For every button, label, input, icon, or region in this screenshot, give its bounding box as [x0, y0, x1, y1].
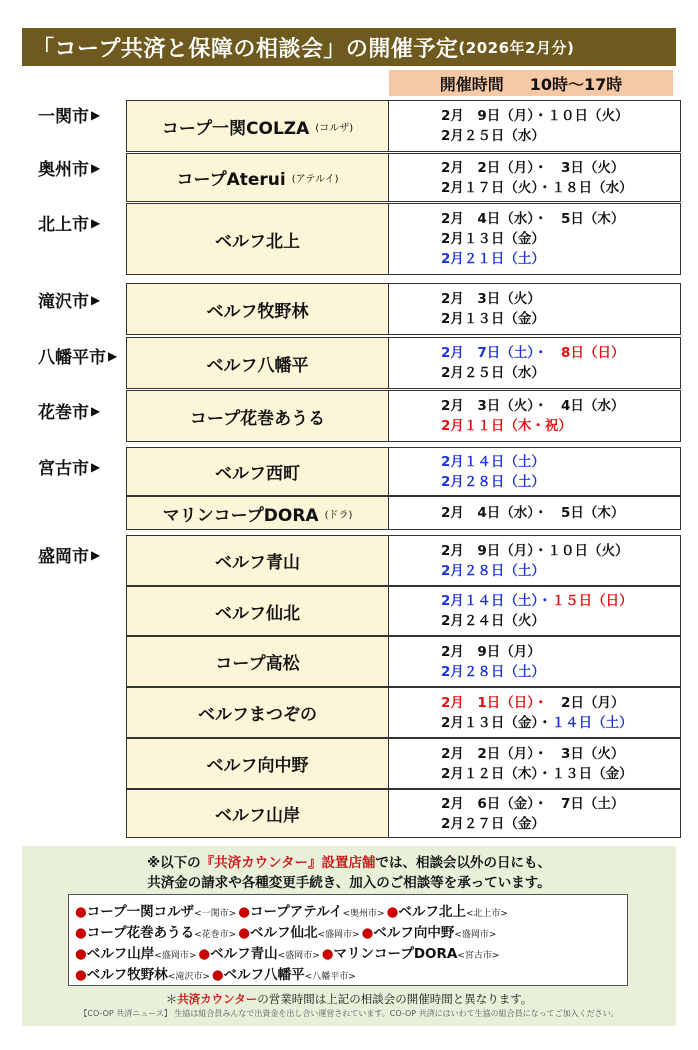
date-text: 2月 6日（金）・ 7日（土）	[441, 795, 625, 812]
bullet-dot-icon: ●	[198, 945, 211, 962]
dates-cell	[389, 687, 681, 738]
page-title	[22, 28, 676, 66]
date-text: 2月 9日（月）	[441, 643, 541, 660]
shop-line	[75, 920, 627, 941]
date-text: 2月２８日（土）	[441, 473, 545, 490]
triangle-right-icon: ▶	[91, 215, 101, 230]
city-label	[38, 343, 117, 368]
triangle-right-icon: ▶	[91, 547, 101, 562]
date-line	[441, 452, 680, 472]
city-name: 一関市	[38, 107, 89, 127]
date-text: 2月 9日（月）・１０日（火）	[441, 108, 629, 124]
store-name-cell	[126, 390, 389, 442]
date-line	[441, 249, 680, 269]
date-text: １５日（日）	[551, 593, 633, 609]
counter-footnote	[22, 992, 676, 1006]
store-name-cell	[126, 496, 389, 530]
bullet-dot-icon: ●	[75, 945, 87, 962]
schedule-row	[126, 153, 681, 202]
shop-name: ベルフ青山	[210, 945, 278, 962]
shop-area: <盛岡市>	[317, 929, 360, 940]
schedule-row	[126, 586, 681, 636]
date-text: 2月 3日（火）	[441, 291, 541, 307]
date-line	[441, 794, 680, 814]
schedule-row	[126, 390, 681, 442]
store-name-cell	[126, 447, 389, 496]
date-text: 2月１３日（金）	[441, 311, 545, 327]
triangle-right-icon: ▶	[91, 459, 101, 474]
shop-area: <盛岡市>	[154, 950, 197, 961]
city-name: 滝沢市	[38, 292, 89, 312]
shop-area: <八幡平市>	[304, 971, 356, 982]
date-text: 2月 4日（水）・ 5日（木）	[441, 211, 625, 227]
shop-name: マリンコープDORA	[333, 945, 458, 962]
date-text: 2月 7日（土）・	[441, 345, 548, 361]
footnote-mark: ＊	[165, 992, 178, 1006]
schedule-row	[126, 337, 681, 389]
hours-header	[389, 70, 673, 96]
date-text: 2月１１日（木・祝）	[441, 418, 572, 434]
date-line	[441, 662, 680, 682]
store-name: コープ花巻あうる	[189, 408, 326, 429]
counter-shop	[322, 942, 500, 962]
date-text: 2月２４日（火）	[441, 613, 545, 629]
store-reading: (アテルイ)	[291, 174, 339, 185]
notice-prefix: ※以下の	[146, 855, 201, 871]
store-name-cell	[126, 687, 389, 738]
date-line	[441, 209, 680, 229]
date-line	[441, 289, 680, 309]
dates-cell	[389, 283, 681, 335]
schedule-row	[126, 535, 681, 586]
date-line	[441, 229, 680, 249]
date-line	[441, 106, 680, 126]
store-name-cell	[126, 283, 389, 335]
city-label	[38, 287, 100, 312]
store-name-cell	[126, 738, 389, 789]
date-text: 2月２５日（水）	[441, 128, 545, 144]
bullet-dot-icon: ●	[238, 903, 250, 920]
date-line	[441, 309, 680, 329]
date-line	[441, 591, 680, 611]
store-name-cell	[126, 789, 389, 838]
city-name: 花巻市	[38, 403, 89, 423]
bullet-dot-icon: ●	[75, 903, 87, 920]
store-reading: (ドラ)	[324, 509, 353, 521]
city-label	[38, 102, 100, 127]
store-reading: (コルザ)	[315, 122, 354, 134]
store-name: ベルフ牧野林	[206, 301, 309, 322]
shop-name: ベルフ八幡平	[223, 966, 305, 983]
bullet-dot-icon: ●	[238, 924, 250, 941]
hours-label: 開催時間	[439, 74, 504, 94]
bullet-dot-icon: ●	[75, 924, 87, 941]
shop-line	[75, 899, 627, 920]
shop-name: ベルフ山岸	[86, 945, 155, 962]
dates-cell	[389, 535, 681, 586]
triangle-right-icon: ▶	[91, 292, 101, 307]
shop-name: ベルフ牧野林	[86, 966, 168, 983]
schedule-row	[126, 283, 681, 335]
counter-shop	[75, 900, 236, 920]
date-line	[441, 642, 680, 662]
date-line	[441, 472, 680, 492]
store-name-cell	[126, 586, 389, 636]
store-name-cell	[126, 153, 389, 202]
city-label	[38, 542, 100, 567]
date-text: 2月１２日（木）・１３日（金）	[441, 765, 633, 782]
bullet-dot-icon: ●	[386, 903, 399, 920]
footnote-highlight: 共済カウンター	[177, 992, 258, 1006]
schedule-row	[126, 100, 681, 152]
date-line	[441, 158, 680, 178]
city-label	[38, 155, 100, 180]
date-line	[441, 764, 680, 784]
date-text: 2月１３日（金）	[441, 231, 545, 247]
notice-line2: 共済金の請求や各種変更手続き、加入のご相談等を承っています。	[147, 875, 551, 891]
counter-info-box	[22, 846, 676, 1026]
dates-cell	[389, 636, 681, 687]
city-label	[38, 454, 100, 479]
date-text: 2月 4日（水）・ 5日（木）	[441, 505, 625, 521]
city-name: 北上市	[38, 215, 89, 235]
date-line	[441, 561, 680, 581]
shop-area: <宮古市>	[457, 950, 500, 961]
store-name: ベルフ向中野	[206, 756, 309, 776]
city-label	[38, 210, 100, 235]
date-text: 8日（日）	[547, 345, 625, 361]
store-name: ベルフ西町	[215, 464, 300, 484]
counter-shop	[198, 942, 319, 962]
store-name: ベルフ仙北	[215, 603, 300, 624]
store-name: ベルフまつぞの	[198, 705, 317, 725]
bullet-dot-icon: ●	[321, 945, 334, 962]
shop-area: <奥州市>	[342, 908, 385, 919]
schedule-row	[126, 447, 681, 496]
hours-value: 10時～17時	[529, 74, 623, 94]
shop-area: <一関市>	[194, 908, 237, 919]
store-name: マリンコープDORA	[162, 505, 319, 526]
bullet-dot-icon: ●	[211, 966, 224, 983]
counter-shop	[75, 921, 236, 941]
city-label	[38, 398, 100, 423]
dates-cell	[389, 337, 681, 389]
triangle-right-icon: ▶	[108, 348, 118, 363]
date-text: 2月 1日（日）・	[441, 694, 548, 711]
title-main: 「コープ共済と保障の相談会」の開催予定	[32, 36, 459, 62]
schedule-row	[126, 738, 681, 789]
date-line	[441, 363, 680, 383]
triangle-right-icon: ▶	[91, 160, 101, 175]
counter-shop-list	[68, 894, 628, 986]
shop-name: コープアテルイ	[249, 903, 343, 920]
store-name: ベルフ山岸	[215, 806, 300, 826]
date-text: 2月２１日（土）	[441, 251, 545, 267]
dates-cell	[389, 586, 681, 636]
shop-name: ベルフ仙北	[249, 924, 318, 941]
counter-shop	[238, 900, 384, 920]
notice-mid: 設置店舗	[321, 855, 376, 871]
store-name-cell	[126, 203, 389, 275]
store-name: コープ一関COLZA	[161, 118, 310, 139]
schedule-row	[126, 687, 681, 738]
dates-cell	[389, 100, 681, 152]
date-line	[441, 503, 680, 523]
date-line	[441, 343, 680, 363]
date-text: 2月１７日（火）・１８日（水）	[441, 179, 633, 196]
date-line	[441, 541, 680, 561]
dates-cell	[389, 738, 681, 789]
notice-suffix: では、相談会以外の日にも、	[375, 855, 552, 871]
dates-cell	[389, 447, 681, 496]
title-sub: (2026年2月分)	[458, 38, 575, 57]
city-name: 八幡平市	[38, 348, 106, 368]
date-text: 2月 3日（火）・ 4日（水）	[441, 398, 625, 414]
shop-area: <北上市>	[465, 908, 508, 919]
schedule-row	[126, 496, 681, 530]
bullet-dot-icon: ●	[361, 924, 374, 941]
dates-cell	[389, 789, 681, 838]
triangle-right-icon: ▶	[91, 403, 101, 418]
dates-cell	[389, 390, 681, 442]
shop-name: コープ花巻あうる	[86, 924, 195, 941]
shop-name: コープ一関コルザ	[86, 903, 195, 920]
date-text: 2月１４日（土）・	[441, 593, 552, 609]
store-name: ベルフ北上	[215, 231, 300, 252]
shop-area: <花巻市>	[194, 929, 237, 940]
city-name: 盛岡市	[38, 547, 89, 567]
shop-line	[75, 962, 627, 983]
date-text: １４日（土）	[551, 714, 633, 731]
date-line	[441, 396, 680, 416]
date-text: 2月１３日（金）・	[441, 714, 552, 731]
date-text: 2月 9日（月）・１０日（火）	[441, 542, 629, 559]
store-name: コープAterui	[176, 170, 286, 190]
date-text: 2月 2日（月）・ 3日（火）	[441, 159, 625, 176]
date-text: 2月１４日（土）	[441, 453, 545, 470]
schedule-row	[126, 203, 681, 275]
date-line	[441, 611, 680, 631]
date-line	[441, 713, 680, 733]
dates-cell	[389, 496, 681, 530]
shop-area: <盛岡市>	[454, 929, 497, 940]
shop-area: <盛岡市>	[277, 950, 320, 961]
footnote-rest: の営業時間は上記の相談会の開催時間と異なります。	[257, 992, 533, 1006]
counter-shop	[75, 963, 210, 983]
date-line	[441, 178, 680, 198]
date-text: 2月２８日（土）	[441, 663, 545, 680]
dates-cell	[389, 203, 681, 275]
notice-highlight: 『共済カウンター』	[200, 855, 322, 871]
store-name: ベルフ八幡平	[206, 355, 309, 376]
schedule-row	[126, 789, 681, 838]
shop-name: ベルフ北上	[398, 903, 466, 920]
date-line	[441, 126, 680, 146]
schedule-row	[126, 636, 681, 687]
counter-shop	[387, 900, 508, 920]
city-name: 宮古市	[38, 459, 89, 479]
store-name: ベルフ青山	[215, 553, 300, 573]
date-line	[441, 744, 680, 764]
bullet-dot-icon: ●	[75, 966, 87, 983]
date-text: 2月２５日（水）	[441, 365, 545, 381]
shop-line	[75, 941, 627, 962]
dates-cell	[389, 153, 681, 202]
date-text: 2月２８日（土）	[441, 562, 545, 579]
store-name-cell	[126, 535, 389, 586]
store-name: コープ高松	[215, 654, 300, 674]
counter-shop	[362, 921, 497, 941]
date-text: 2月 2日（月）・ 3日（火）	[441, 745, 625, 762]
date-text: 2月２７日（金）	[441, 815, 545, 832]
store-name-cell	[126, 337, 389, 389]
counter-shop	[75, 942, 196, 962]
date-text: 2日（月）	[547, 694, 625, 711]
date-line	[441, 814, 680, 834]
triangle-right-icon: ▶	[91, 107, 101, 122]
counter-shop	[212, 963, 356, 983]
shop-area: <滝沢市>	[167, 971, 210, 982]
date-line	[441, 416, 680, 436]
city-name: 奥州市	[38, 160, 89, 180]
counter-notice	[22, 853, 676, 893]
date-line	[441, 693, 680, 713]
store-name-cell	[126, 100, 389, 152]
coop-news-footline: 【CO-OP 共済ニュース】 生協は組合員みんなで出資金を出し合い運営されています。CO-OP 共済にはいわて生協の組合員になってご加入ください。	[79, 1009, 619, 1018]
counter-shop	[238, 921, 359, 941]
shop-name: ベルフ向中野	[373, 924, 455, 941]
store-name-cell	[126, 636, 389, 687]
